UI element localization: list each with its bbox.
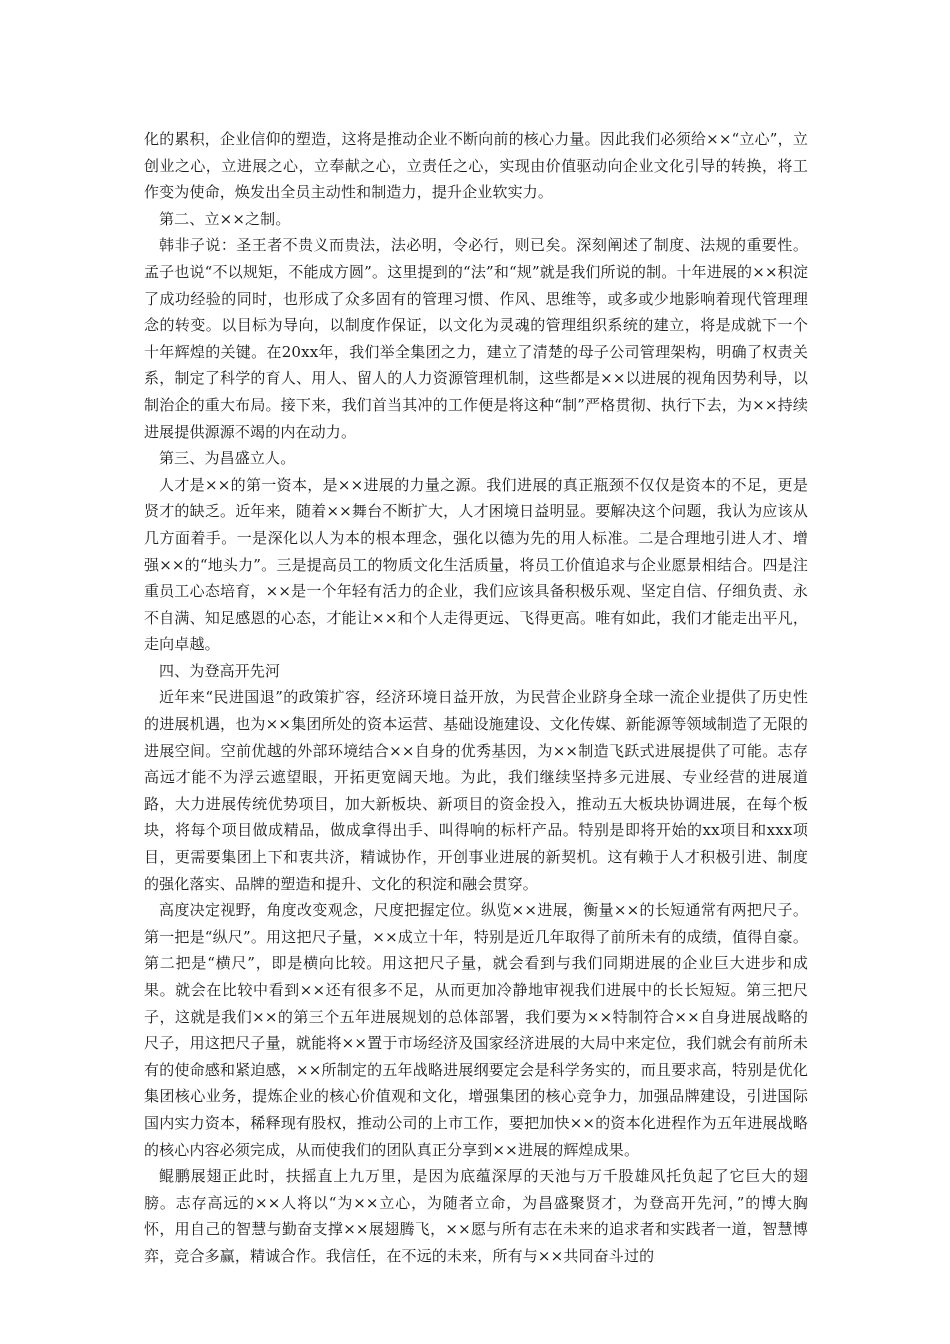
paragraph-rulers: 高度决定视野，角度改变观念，尺度把握定位。纵览××进展，衡量××的长短通常有两把尺子。第一把是“纵尺”。用这把尺子量，××成立十年，特别是近几年取得了前所未有的成绩，值得自豪。第二把是“横尺”，即是横向比较。用这把尺子量，就会看到与我们同期进展的企业巨大进步和成果。就会在比较中看到××还有很多不足，从而更加冷静地审视我们进展中的长长短短。第三把尺子，这就是我们××的第三个五年进展规划的总体部署，我们要为××特制符合××自身进展战略的尺子，用这把尺子量，就能将××置于市场经济及国家经济进展的大局中来定位，我们就会有前所未有的使命感和紧迫感，××所制定的五年战略进展纲要定会是科学务实的，而且要求高，特别是优化集团核心业务，提炼企业的核心价值观和文化，增强集团的核心竞争力，加强品牌建设，引进国际国内实力资本，稀释现有股权，推动公司的上市工作，要把加快××的资本化进程作为五年进展战略的核心内容必须完成，从而使我们的团队真正分享到××进展的辉煌成果。	[144, 901, 808, 1159]
section-heading-4: 四、为登高开先河	[159, 661, 281, 680]
section-heading-3: 第三、为昌盛立人。	[159, 449, 296, 468]
document-body	[144, 126, 808, 1270]
paragraph-closing: 鲲鹏展翅正此时，扶摇直上九万里，是因为底蕴深厚的天池与万千股雄风托负起了它巨大的翅膀。志存高远的××人将以“为××立心，为随者立命，为昌盛聚贤才，为登高开先河，”的博大胸怀，用自己的智慧与勤奋支撑××展翅腾飞，××愿与所有志在未来的追求者和实践者一道，智慧博弈，竞合多赢，精诚合作。我信任，在不远的未来，所有与××共同奋斗过的	[144, 1167, 808, 1265]
section-heading-2: 第二、立××之制。	[159, 209, 291, 228]
paragraph-system: 韩非子说：圣王者不贵义而贵法，法必明，令必行，则已矣。深刻阐述了制度、法规的重要性。孟子也说“不以规矩，不能成方圆”。这里提到的“法”和“规”就是我们所说的制。十年进展的××积淀了成功经验的同时，也形成了众多固有的管理习惯、作风、思维等，或多或少地影响着现代管理理念的转变。以目标为导向，以制度作保证，以文化为灵魂的管理组织系统的建立，将是成就下一个十年辉煌的关键。在20xx年，我们举全集团之力，建立了清楚的母子公司管理架构，明确了权责关系，制定了科学的育人、用人、留人的人力资源管理机制，这些都是××以进展的视角因势利导，以制治企的重大布局。接下来，我们首当其冲的工作便是将这种“制”严格贯彻、执行下去，为××持续进展提供源源不竭的内在动力。	[144, 236, 808, 441]
paragraph-opportunity: 近年来“民进国退”的政策扩容，经济环境日益开放，为民营企业跻身全球一流企业提供了历史性的进展机遇，也为××集团所处的资本运营、基础设施建设、文化传媒、新能源等领域制造了无限的进展空间。空前优越的外部环境结合××自身的优秀基因，为××制造飞跃式进展提供了可能。志存高远才能不为浮云遮望眼，开拓更宽阔天地。为此，我们继续坚持多元进展、专业经营的进展道路，大力进展传统优势项目，加大新板块、新项目的资金投入，推动五大板块协调进展，在每个板块，将每个项目做成精品，做成拿得出手、叫得响的标杆产品。特别是即将开始的xx项目和xxx项目，更需要集团上下和衷共济，精诚协作，开创事业进展的新契机。这有赖于人才积极引进、制度的强化落实、品牌的塑造和提升、文化的积淀和融会贯穿。	[144, 688, 808, 893]
paragraph-talent: 人才是××的第一资本，是××进展的力量之源。我们进展的真正瓶颈不仅仅是资本的不足，更是贤才的缺乏。近年来，随着××舞台不断扩大，人才困境日益明显。要解决这个问题，我认为应该从几方面着手。一是深化以人为本的根本理念，强化以德为先的用人标准。二是合理地引进人才、增强××的“地头力”。三是提高员工的物质文化生活质量，将员工价值追求与企业愿景相结合。四是注重员工心态培育，××是一个年轻有活力的企业，我们应该具备积极乐观、坚定自信、仔细负责、永不自满、知足感恩的心态，才能让××和个人走得更远、飞得更高。唯有如此，我们才能走出平凡，走向卓越。	[144, 475, 808, 654]
paragraph-continuation: 化的累积，企业信仰的塑造，这将是推动企业不断向前的核心力量。因此我们必须给××“立心”，立创业之心，立进展之心，立奉献之心，立责任之心，实现由价值驱动向企业文化引导的转换，将工作变为使命，焕发出全员主动性和制造力，提升企业软实力。	[144, 130, 808, 202]
